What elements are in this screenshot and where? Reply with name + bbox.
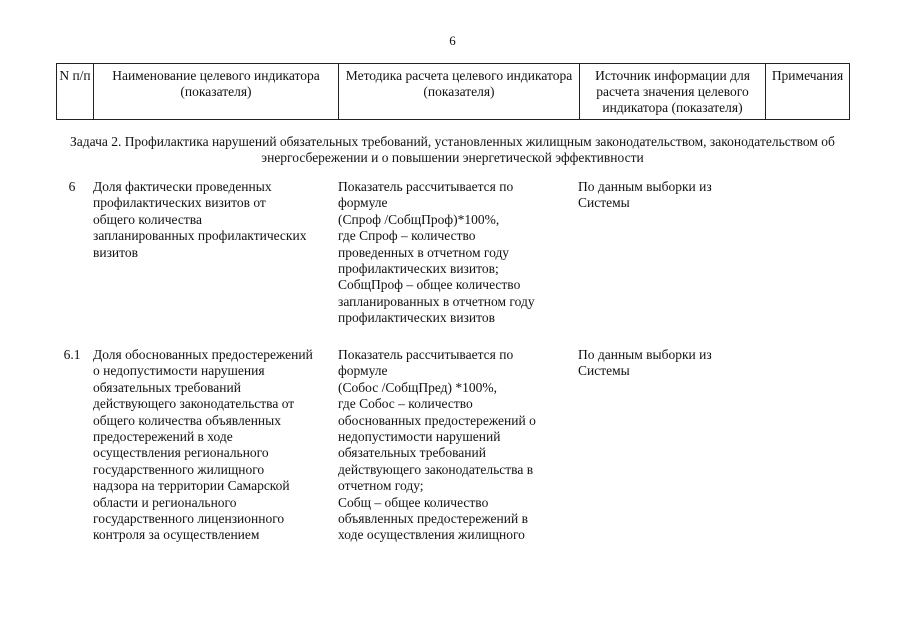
indicator-name: Доля обоснованных предостережений о недопустимости нарушения обязательных требований действующего законодательства от общего количества объявленных предостережений в ходе осуществления регионального государственного жилищного надзора на территории Самарской области и регионального государственного лицензионного контроля за осуществлением <box>93 347 313 543</box>
header-cell-name: Наименование целевого индикатора (показателя) <box>94 64 339 120</box>
table-header <box>56 63 850 120</box>
task-title: Задача 2. Профилактика нарушений обязательных требований, установленных жилищным законодательством, законодательством об энергосбережении и о повышении энергетической эффективности <box>70 134 835 165</box>
calculation-method: Показатель рассчитывается по формуле (Спроф /СобщПроф)*100%, где Спроф – количество проведенных в отчетном году профилактических визитов; СобщПроф – общее количество запланированных в отчетном году профилактических визитов <box>338 179 535 326</box>
row-number: 6.1 <box>63 347 81 362</box>
information-source: По данным выборки из Системы <box>578 179 712 211</box>
header-cell-notes: Примечания <box>766 64 850 120</box>
page-number: 6 <box>449 33 456 48</box>
header-cell-num: N п/п <box>57 64 94 120</box>
calculation-method: Показатель рассчитывается по формуле (Собос /СобщПред) *100%, где Собос – количество обоснованных предостережений о недопустимости нарушений обязательных требований действующего законодательства в отчетном году; Собщ – общее количество объявленных предостережений в ходе осуществления жилищного <box>338 347 536 543</box>
row-number: 6 <box>68 179 76 194</box>
information-source: По данным выборки из Системы <box>578 347 712 379</box>
indicator-name: Доля фактически проведенных профилактических визитов от общего количества запланированных профилактических визитов <box>93 179 307 260</box>
header-cell-method: Методика расчета целевого индикатора (показателя) <box>339 64 580 120</box>
header-cell-source: Источник информации для расчета значения целевого индикатора (показателя) <box>580 64 766 120</box>
header-row <box>57 64 850 120</box>
